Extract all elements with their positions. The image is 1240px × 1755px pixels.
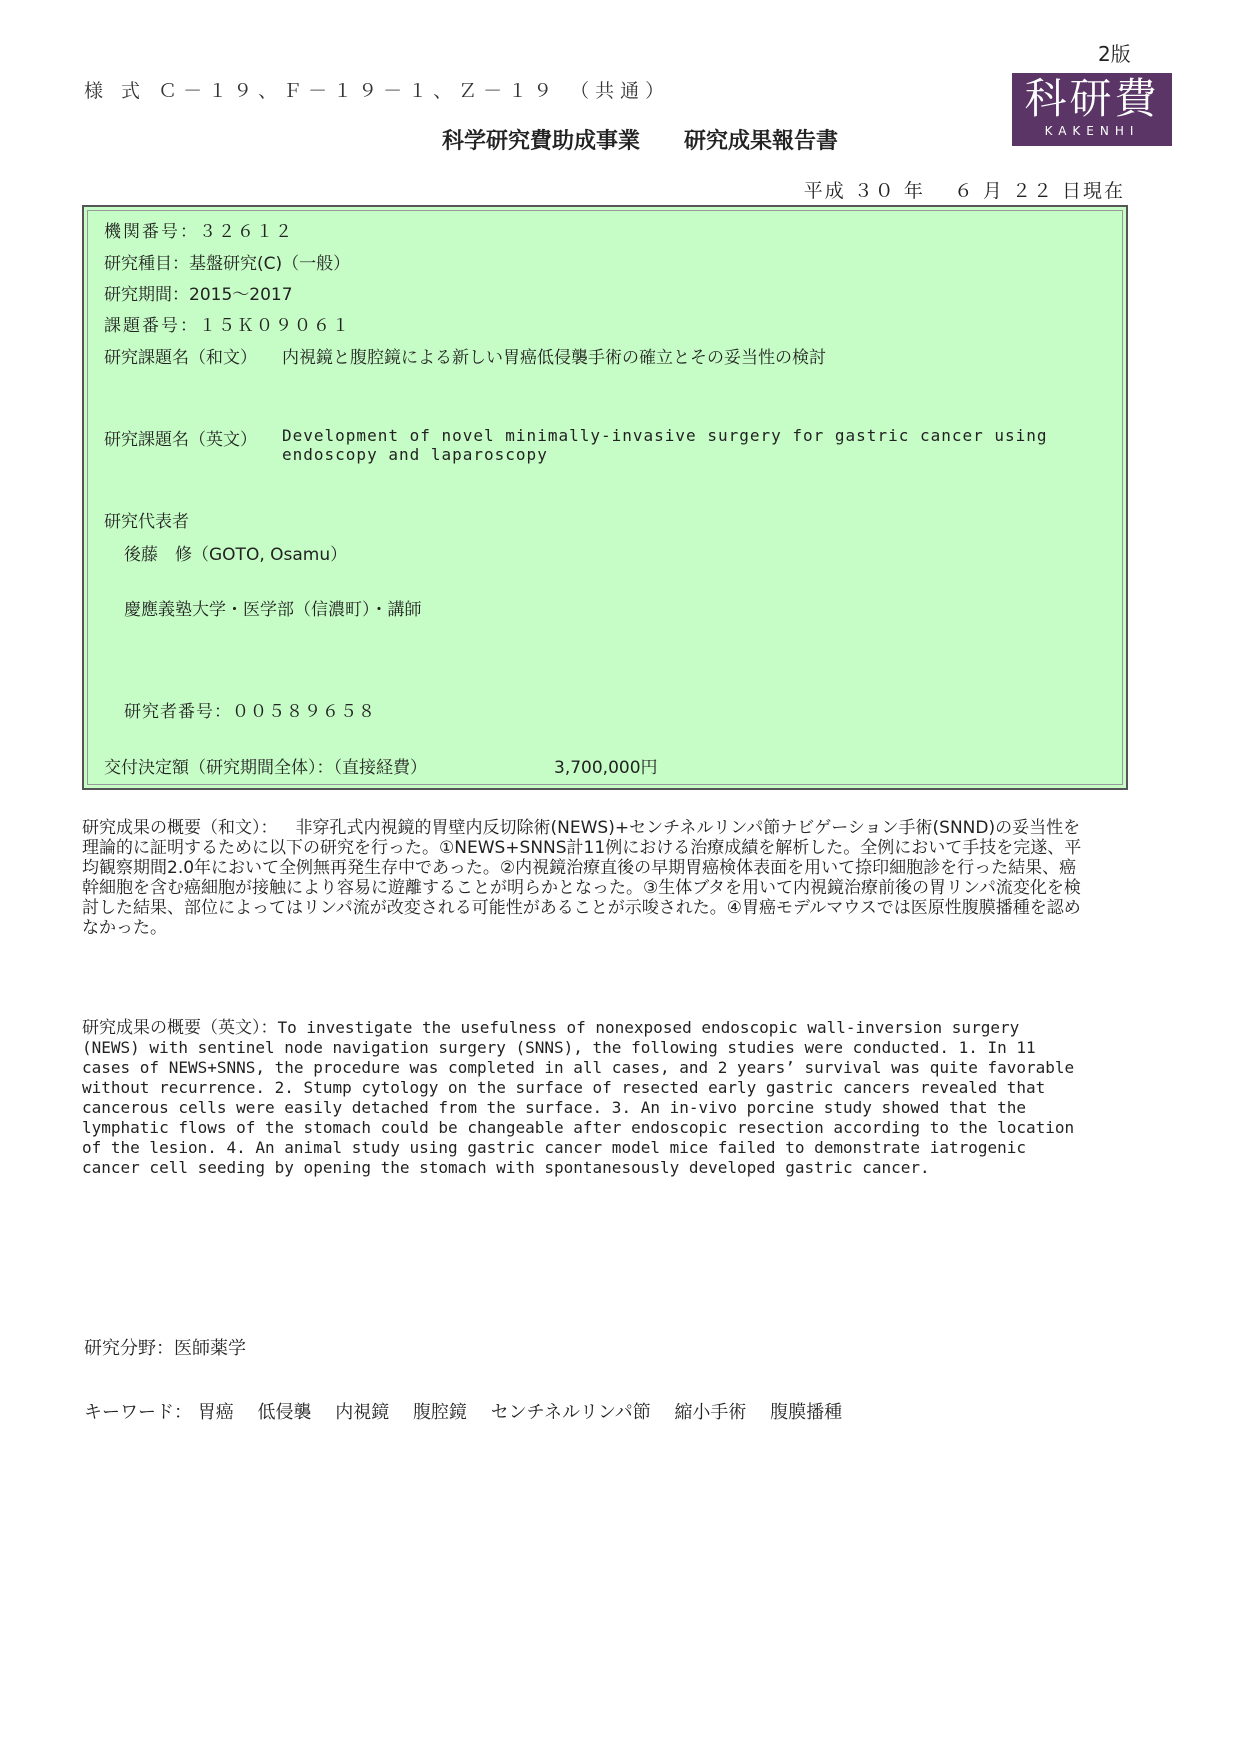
keyword-item: 腹腔鏡 [412, 1402, 467, 1423]
summary-jp-text: 非穿孔式内視鏡的胃壁内反切除術(NEWS)+センチネルリンパ節ナビゲーション手術(SNND)の妥当性を理論的に証明するために以下の研究を行った。①NEWS+SNNS計11例における治療成績を解析した。全例において手技を完遂、平均観察期間2.0年において全例無再発生存中であった。②内視鏡治療直後の早期胃癌検体表面を用いて捺印細胞診を行った結果、癌幹細胞を含む癌細胞が接触により容易に遊離することが明らかとなった。③生体ブタを用いて内視鏡治療前後の胃リンパ流変化を検討した結果、部位によってはリンパ流が改変される可能性があることが示唆された。④胃癌モデルマウスでは医原性腹膜播種を認めなかった。 [82, 818, 1082, 938]
grant-amount: 3,700,000円 [554, 758, 658, 778]
keywords [84, 1398, 860, 1424]
research-period: 研究期間：2015～2017 [104, 285, 293, 305]
pi-affiliation: 慶應義塾大学・医学部（信濃町）・講師 [124, 600, 422, 620]
title-en-label: 研究課題名（英文） [104, 430, 257, 450]
grant-label: 交付決定額（研究期間全体）：（直接経費） [104, 758, 427, 778]
project-number: 課題番号：１５Ｋ０９０６１ [104, 316, 351, 336]
document-title: 科学研究費助成事業 研究成果報告書 [441, 129, 838, 154]
keyword-item: 胃癌 [197, 1402, 234, 1423]
logo-text-en: KAKENHI [1044, 124, 1140, 138]
keyword-item: センチネルリンパ節 [490, 1402, 651, 1423]
keyword-item: 内視鏡 [335, 1402, 390, 1423]
research-field-label: 研究分野： [84, 1338, 174, 1359]
report-date: 平成 ３０ 年 ６ 月 ２２ 日現在 [803, 180, 1125, 202]
version-label: 2版 [1098, 42, 1131, 66]
summary-jp-label: 研究成果の概要（和文）： [82, 818, 278, 838]
researcher-number: 研究者番号：００５８９６５８ [124, 702, 376, 722]
title-en-line1: Development of novel minimally-invasive surgery for gastric cancer using [282, 426, 1048, 445]
pi-label: 研究代表者 [104, 512, 189, 532]
keyword-item: 低侵襲 [257, 1402, 312, 1423]
summary-en [82, 1018, 1082, 1178]
project-info-box [82, 205, 1128, 790]
form-code: 様 式 Ｃ－１９、Ｆ－１９－１、Ｚ－１９ （共通） [84, 80, 671, 102]
title-en-line2: endoscopy and laparoscopy [282, 445, 548, 464]
title-jp-label: 研究課題名（和文） [104, 348, 257, 368]
research-field-value: 医師薬学 [174, 1338, 246, 1359]
logo-text-jp: 科研費 [1024, 74, 1160, 123]
kakenhi-logo [1012, 73, 1172, 146]
institution-number: 機関番号：３２６１２ [104, 222, 294, 242]
summary-jp [82, 818, 1082, 938]
research-field [84, 1334, 246, 1360]
keyword-item: 腹膜播種 [770, 1402, 843, 1423]
research-category: 研究種目：基盤研究(C)（一般） [104, 254, 351, 274]
keyword-item: 縮小手術 [674, 1402, 747, 1423]
title-jp: 内視鏡と腹腔鏡による新しい胃癌低侵襲手術の確立とその妥当性の検討 [282, 348, 826, 368]
keywords-label: キーワード： [84, 1402, 192, 1423]
pi-name: 後藤 修（GOTO, Osamu） [124, 545, 348, 565]
summary-en-label: 研究成果の概要（英文）： [82, 1018, 278, 1038]
summary-en-text: To investigate the usefulness of nonexposed endoscopic wall-inversion surgery (NEWS) with sentinel node navigation surgery (SNNS), the following studies were conducted. 1. In 11 cases of NEWS+SNNS, the procedure was completed in all cases, and 2 years’ survival was quite favorable without recurrence. 2. Stump cytology on the surface of resected early gastric cancers revealed that cancerous cells were easily detached from the surface. 3. An in-vivo porcine study showed that the lymphatic flows of the stomach could be changeable after endoscopic resection according to the location of the lesion. 4. An animal study using gastric cancer model mice failed to demonstrate iatrogenic cancer cell seeding by opening the stomach with spontanesously developed gastric cancer. [82, 1018, 1075, 1177]
